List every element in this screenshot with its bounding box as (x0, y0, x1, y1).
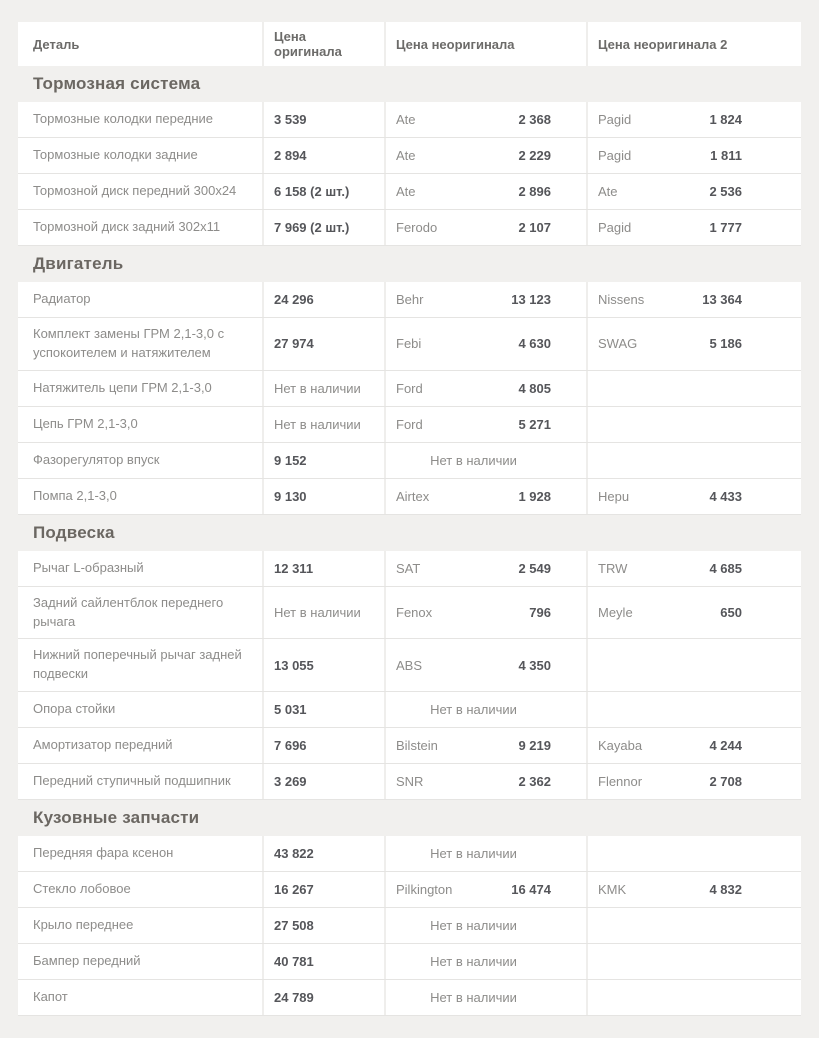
aftermarket-cell (384, 692, 586, 727)
aftermarket-price: 2 362 (518, 774, 551, 790)
brand-name: SNR (396, 774, 424, 790)
brand-name: Pilkington (396, 882, 453, 898)
aftermarket-cell (586, 174, 801, 209)
aftermarket-cell (586, 639, 801, 691)
aftermarket-price: 2 708 (709, 774, 742, 790)
part-name: Цепь ГРМ 2,1-3,0 (33, 415, 138, 431)
aftermarket-price: 1 928 (518, 488, 551, 504)
brand-name: SAT (396, 560, 421, 576)
part-name: Тормозной диск задний 302x11 (33, 219, 221, 235)
part-name: Комплект замены ГРМ 2,1-3,0 с успокоителем и натяжителем (33, 326, 225, 360)
aftermarket-cell (384, 102, 586, 137)
original-price-cell (262, 764, 384, 799)
aftermarket-cell (384, 174, 586, 209)
aftermarket-cell (586, 944, 801, 979)
part-cell (18, 836, 262, 871)
table-row (18, 407, 801, 443)
part-name: Помпа 2,1-3,0 (33, 487, 117, 503)
part-cell (18, 551, 262, 586)
brand-name: Kayaba (598, 738, 643, 754)
table-row (18, 174, 801, 210)
original-price-cell (262, 692, 384, 727)
aftermarket-cell (384, 551, 586, 586)
brand-name: Nissens (598, 292, 645, 307)
aftermarket-cell (384, 282, 586, 317)
brand-name: Pagid (598, 112, 632, 127)
original-price: 12 311 (274, 560, 314, 576)
part-cell (18, 479, 262, 514)
aftermarket-cell (586, 980, 801, 1015)
original-price-cell (262, 944, 384, 979)
aftermarket-cell (586, 102, 801, 137)
table-row (18, 872, 801, 908)
part-name: Натяжитель цепи ГРМ 2,1-3,0 (33, 379, 212, 395)
aftermarket-cell (586, 836, 801, 871)
aftermarket-cell (384, 980, 586, 1015)
aftermarket-cell (384, 944, 586, 979)
part-name: Стекло лобовое (33, 881, 131, 897)
original-price: 3 269 (274, 774, 307, 790)
aftermarket-cell (384, 587, 586, 639)
aftermarket-cell (586, 551, 801, 586)
aftermarket-price: 13 123 (511, 292, 551, 307)
aftermarket-price: 16 474 (511, 882, 551, 898)
part-cell (18, 872, 262, 907)
aftermarket-cell (586, 692, 801, 727)
original-price: 27 974 (274, 336, 314, 352)
part-name: Тормозные колодки задние (33, 147, 198, 163)
table-row (18, 944, 801, 980)
part-cell (18, 764, 262, 799)
aftermarket-price: 13 364 (702, 292, 742, 307)
not-available-label: Нет в наличии (430, 846, 517, 862)
part-name: Бампер передний (33, 953, 141, 969)
part-name: Нижний поперечный рычаг задней подвески (33, 647, 242, 682)
column-header-original-price: Цена оригинала (262, 22, 384, 66)
section-title: Подвеска (33, 522, 115, 542)
not-available-label: Нет в наличии (430, 954, 517, 970)
part-cell (18, 639, 262, 691)
table-row (18, 210, 801, 246)
table-row (18, 102, 801, 138)
original-price: 7 969 (2 шт.) (274, 220, 350, 235)
aftermarket-cell (586, 138, 801, 173)
brand-name: Bilstein (396, 738, 438, 754)
aftermarket-price: 796 (529, 605, 551, 621)
parts-price-table (18, 22, 801, 1016)
brand-name: Ford (396, 380, 423, 396)
aftermarket-cell (384, 138, 586, 173)
original-price: 27 508 (274, 918, 314, 934)
part-cell (18, 944, 262, 979)
aftermarket-cell (384, 764, 586, 799)
table-row (18, 836, 801, 872)
original-price-cell (262, 318, 384, 370)
brand-name: Airtex (396, 488, 430, 504)
brand-name: Ate (396, 112, 416, 127)
aftermarket-price: 5 271 (518, 416, 551, 432)
part-name: Амортизатор передний (33, 737, 173, 753)
aftermarket-cell (586, 407, 801, 442)
original-price: 13 055 (274, 657, 314, 673)
original-price-cell (262, 210, 384, 245)
part-name: Опора стойки (33, 701, 116, 717)
column-header-part: Деталь (33, 36, 80, 52)
brand-name: TRW (598, 560, 628, 576)
part-cell (18, 371, 262, 406)
part-cell (18, 587, 262, 639)
aftermarket-price: 4 244 (709, 738, 742, 754)
part-cell (18, 728, 262, 763)
brand-name: Ate (396, 184, 416, 199)
original-price-cell (262, 639, 384, 691)
part-cell (18, 980, 262, 1015)
table-row (18, 551, 801, 587)
original-price: 6 158 (2 шт.) (274, 184, 350, 199)
original-price: 7 696 (274, 738, 307, 754)
aftermarket-price: 1 777 (709, 220, 742, 235)
table-row (18, 138, 801, 174)
original-price-cell (262, 587, 384, 639)
table-body (18, 66, 801, 1016)
brand-name: Ate (598, 184, 618, 199)
brand-name: Meyle (598, 605, 633, 621)
aftermarket-price: 2 896 (518, 184, 551, 199)
original-price-cell (262, 138, 384, 173)
aftermarket-price: 2 549 (518, 560, 551, 576)
section-header-row (18, 800, 801, 836)
part-name: Задний сайлентблок переднего рычага (33, 594, 224, 629)
original-price-cell (262, 174, 384, 209)
section-header-row (18, 515, 801, 551)
aftermarket-cell (586, 872, 801, 907)
brand-name: Febi (396, 336, 422, 352)
table-header-row (18, 22, 801, 66)
original-price-cell (262, 282, 384, 317)
aftermarket-cell (384, 407, 586, 442)
original-price: 24 789 (274, 990, 314, 1006)
aftermarket-cell (384, 836, 586, 871)
aftermarket-cell (384, 728, 586, 763)
table-row (18, 587, 801, 640)
aftermarket-cell (586, 282, 801, 317)
aftermarket-price: 2 107 (518, 220, 551, 235)
aftermarket-price: 1 811 (710, 148, 742, 163)
part-cell (18, 692, 262, 727)
original-price-cell (262, 443, 384, 478)
not-available-label: Нет в наличии (430, 702, 517, 718)
aftermarket-price: 4 805 (518, 380, 551, 396)
column-header-aftermarket-price: Цена неоригинала (384, 22, 586, 66)
brand-name: Ford (396, 416, 423, 432)
original-price: 3 539 (274, 112, 307, 127)
brand-name: Ate (396, 148, 416, 163)
brand-name: KMK (598, 882, 627, 898)
not-available-label: Нет в наличии (430, 452, 517, 468)
part-cell (18, 908, 262, 943)
aftermarket-cell (384, 443, 586, 478)
part-name: Крыло переднее (33, 917, 134, 933)
original-price: 16 267 (274, 882, 314, 898)
original-price: 24 296 (274, 292, 314, 307)
original-price: 9 130 (274, 488, 307, 504)
not-available-label: Нет в наличии (274, 380, 361, 396)
original-price: 9 152 (274, 452, 307, 468)
part-cell (18, 174, 262, 209)
brand-name: Behr (396, 292, 424, 307)
original-price-cell (262, 872, 384, 907)
table-row (18, 764, 801, 800)
aftermarket-cell (384, 371, 586, 406)
brand-name: Pagid (598, 148, 632, 163)
part-cell (18, 443, 262, 478)
original-price-cell (262, 371, 384, 406)
part-name: Передний ступичный подшипник (33, 773, 231, 789)
aftermarket-price: 9 219 (518, 738, 551, 754)
part-name: Рычаг L-образный (33, 559, 144, 575)
aftermarket-cell (384, 318, 586, 370)
part-cell (18, 282, 262, 317)
original-price-cell (262, 836, 384, 871)
aftermarket-cell (586, 318, 801, 370)
aftermarket-price: 2 229 (518, 148, 551, 163)
aftermarket-cell (384, 210, 586, 245)
part-cell (18, 407, 262, 442)
part-name: Радиатор (33, 291, 91, 307)
original-price: 43 822 (274, 846, 314, 862)
brand-name: Fenox (396, 605, 433, 621)
aftermarket-price: 4 832 (709, 882, 742, 898)
table-row (18, 282, 801, 318)
table-row (18, 479, 801, 515)
not-available-label: Нет в наличии (430, 990, 517, 1006)
table-row (18, 728, 801, 764)
original-price-cell (262, 479, 384, 514)
section-header-row (18, 246, 801, 282)
brand-name: SWAG (598, 336, 638, 352)
aftermarket-price: 650 (720, 605, 742, 621)
aftermarket-cell (586, 371, 801, 406)
aftermarket-cell (586, 728, 801, 763)
aftermarket-cell (586, 908, 801, 943)
aftermarket-price: 5 186 (709, 336, 742, 352)
original-price-cell (262, 102, 384, 137)
table-row (18, 318, 801, 371)
part-cell (18, 210, 262, 245)
table-row (18, 980, 801, 1016)
original-price: 2 894 (274, 148, 307, 163)
not-available-label: Нет в наличии (274, 416, 361, 432)
table-row (18, 908, 801, 944)
original-price-cell (262, 908, 384, 943)
part-name: Передняя фара ксенон (33, 845, 174, 861)
aftermarket-cell (586, 210, 801, 245)
table-row (18, 371, 801, 407)
aftermarket-cell (384, 872, 586, 907)
table-row (18, 639, 801, 692)
aftermarket-price: 4 630 (518, 336, 551, 352)
brand-name: Hepu (598, 488, 630, 504)
aftermarket-price: 2 536 (709, 184, 742, 199)
aftermarket-price: 1 824 (709, 112, 742, 127)
section-title: Тормозная система (33, 74, 201, 93)
part-cell (18, 102, 262, 137)
original-price: 5 031 (274, 702, 307, 718)
table-row (18, 443, 801, 479)
brand-name: Pagid (598, 220, 632, 235)
part-name: Тормозные колодки передние (33, 111, 214, 127)
part-name: Капот (33, 989, 68, 1005)
aftermarket-cell (586, 764, 801, 799)
not-available-label: Нет в наличии (274, 605, 361, 621)
brand-name: Ferodo (396, 220, 438, 235)
aftermarket-price: 4 685 (709, 560, 742, 576)
aftermarket-cell (384, 479, 586, 514)
aftermarket-price: 2 368 (518, 112, 551, 127)
section-title: Двигатель (33, 254, 124, 273)
original-price-cell (262, 551, 384, 586)
brand-name: Flennor (598, 774, 643, 790)
original-price: 40 781 (274, 954, 314, 970)
section-header-row (18, 66, 801, 102)
table-row (18, 692, 801, 728)
aftermarket-price: 4 350 (518, 657, 551, 673)
part-name: Фазорегулятор впуск (33, 451, 160, 467)
part-name: Тормозной диск передний 300x24 (33, 183, 237, 199)
aftermarket-cell (586, 587, 801, 639)
aftermarket-cell (586, 443, 801, 478)
column-header-aftermarket2-price: Цена неоригинала 2 (586, 22, 801, 66)
aftermarket-cell (384, 908, 586, 943)
original-price-cell (262, 728, 384, 763)
aftermarket-cell (384, 639, 586, 691)
original-price-cell (262, 407, 384, 442)
aftermarket-cell (586, 479, 801, 514)
original-price-cell (262, 980, 384, 1015)
brand-name: ABS (396, 657, 423, 673)
not-available-label: Нет в наличии (430, 918, 517, 934)
section-title: Кузовные запчасти (33, 808, 200, 828)
part-cell (18, 318, 262, 370)
part-cell (18, 138, 262, 173)
aftermarket-price: 4 433 (709, 488, 742, 504)
